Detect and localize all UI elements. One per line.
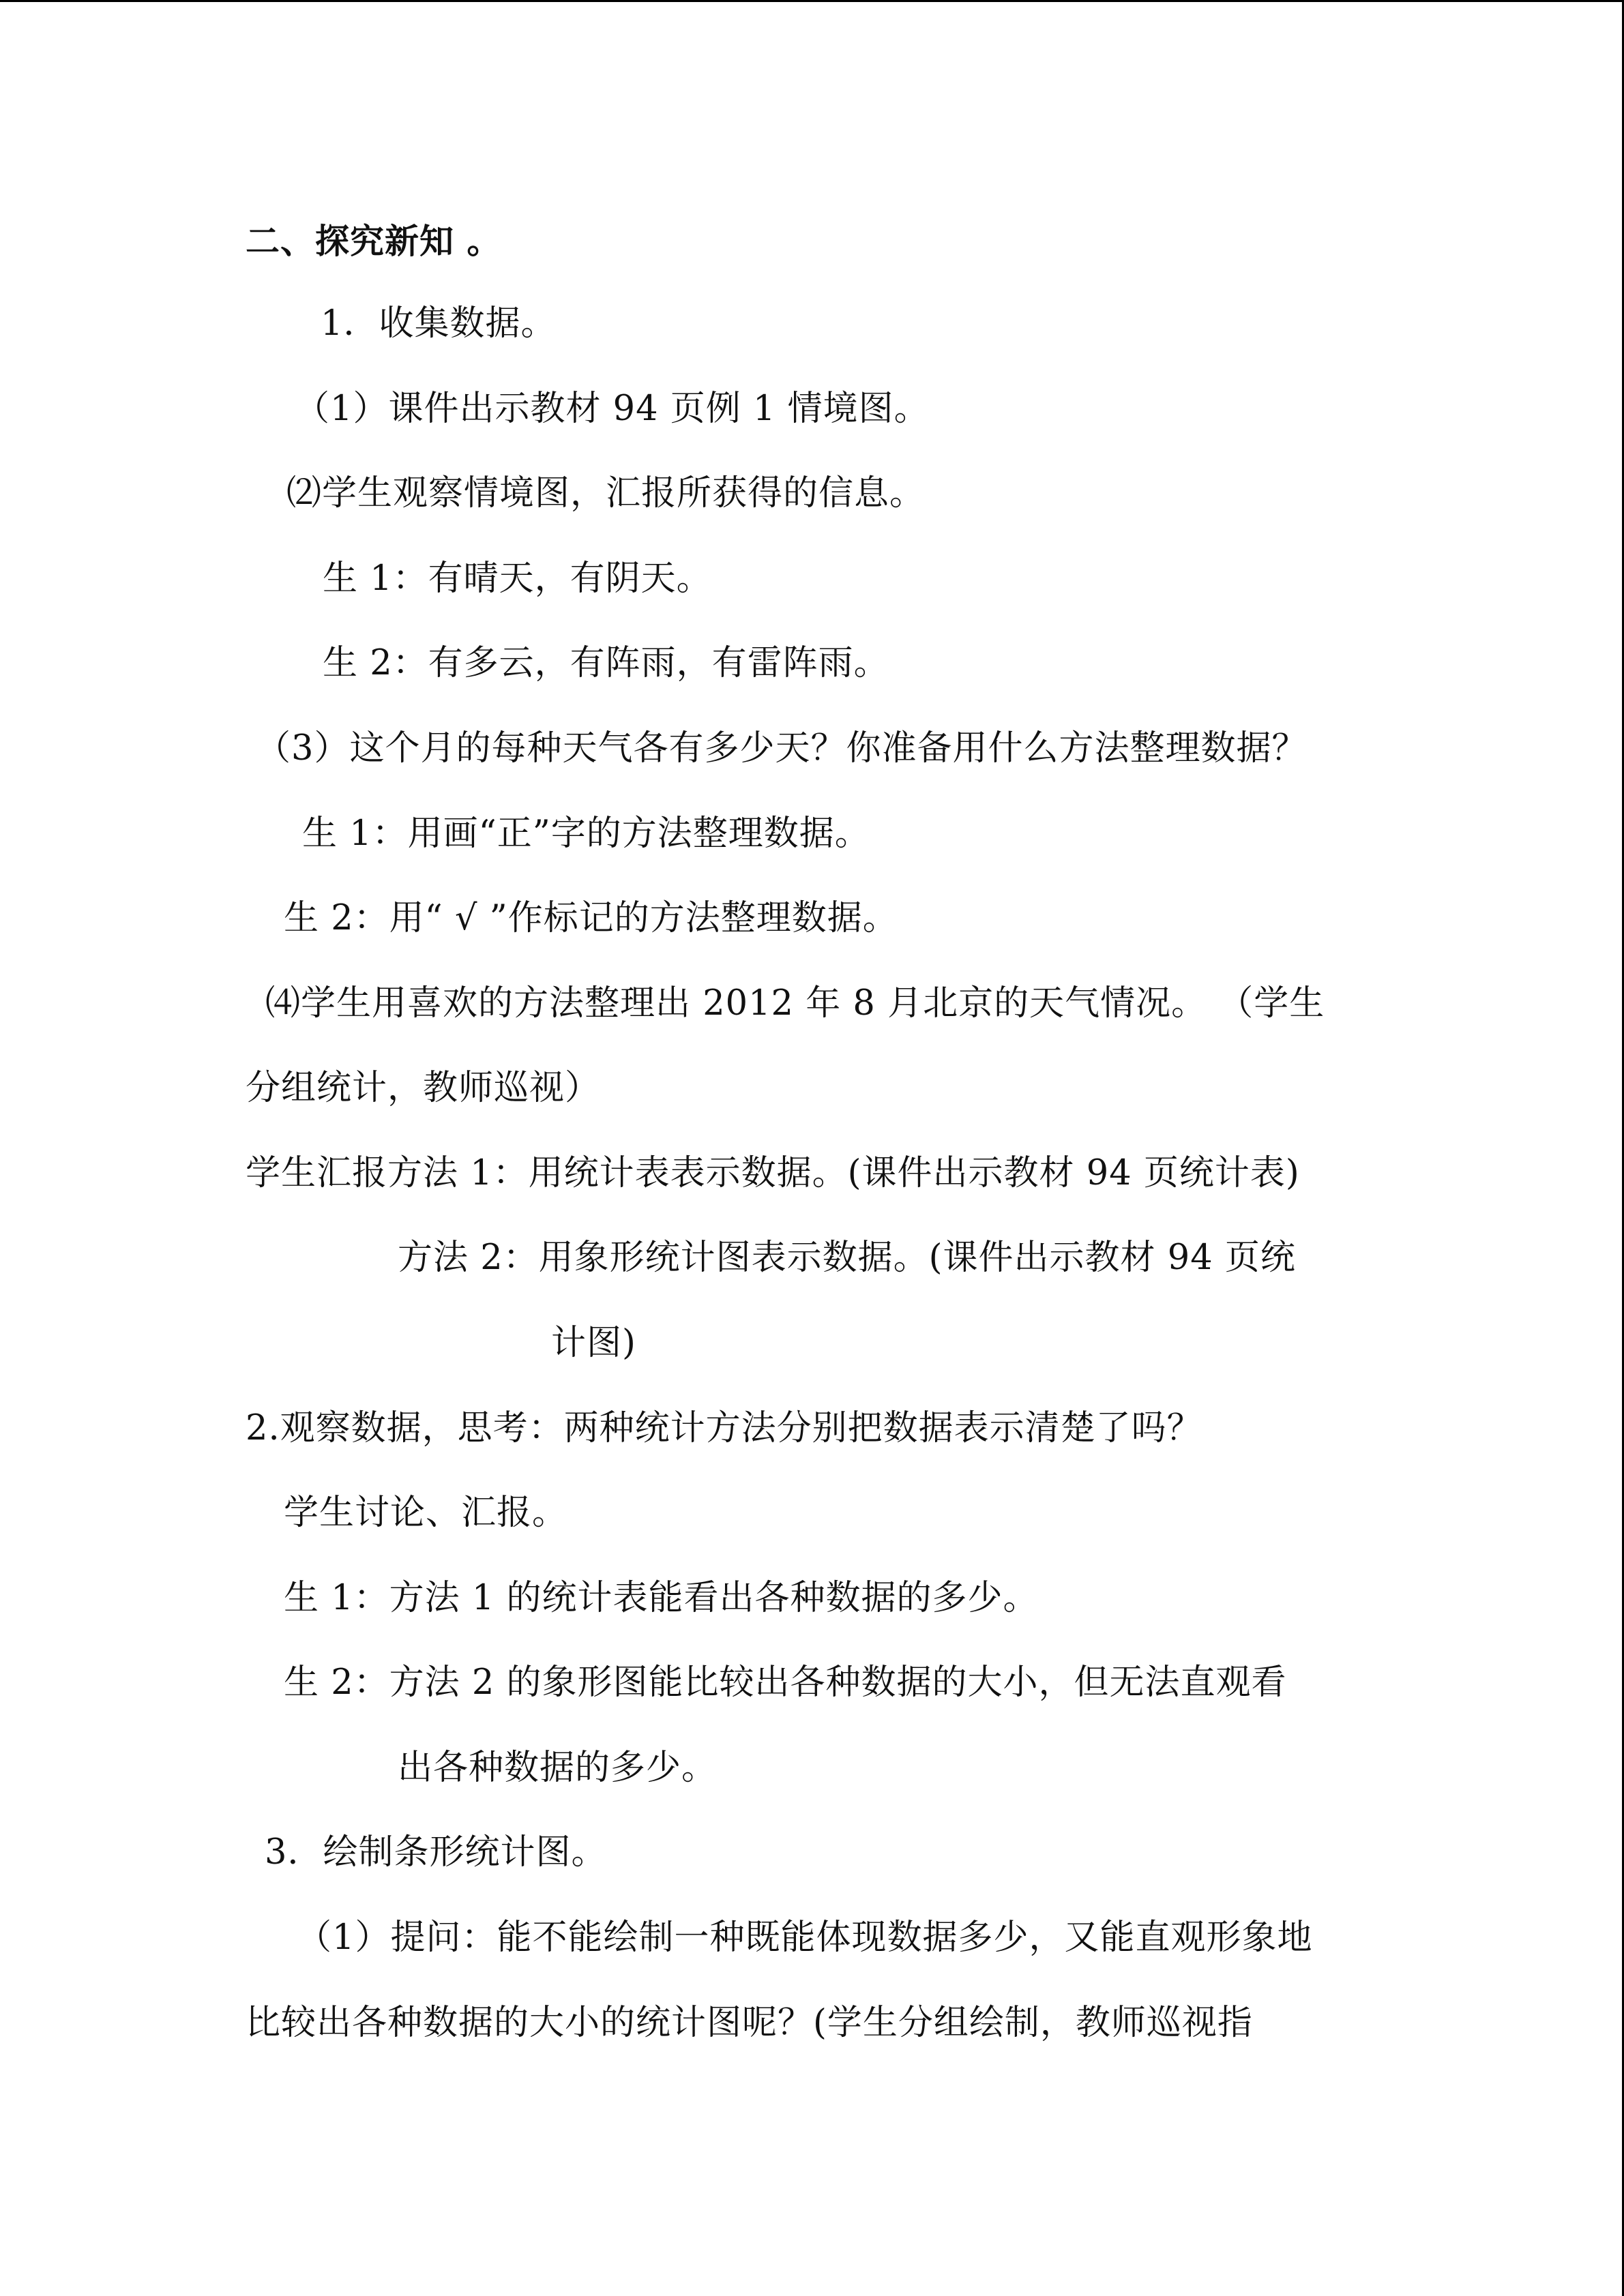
paragraph-line: 分组统计，教师巡视）: [246, 1068, 601, 1108]
paragraph-line: 生 2：有多云，有阵雨，有雷阵雨。: [323, 643, 889, 683]
paragraph-line: ⑵学生观察情境图，汇报所获得的信息。: [286, 473, 926, 513]
paragraph-line: 生 1：用画“正”字的方法整理数据。: [302, 814, 870, 854]
paragraph-line: （1）课件出示教材 94 页例 1 情境图。: [295, 389, 930, 429]
paragraph-line: 出各种数据的多少。: [398, 1748, 718, 1788]
page-top-border: [0, 0, 1624, 2]
paragraph-line: （1）提问：能不能绘制一种既能体现数据多少，又能直观形象地: [297, 1918, 1313, 1958]
paragraph-line: 比较出各种数据的大小的统计图呢？(学生分组绘制，教师巡视指: [246, 2003, 1253, 2043]
step-1-title: 1．收集数据。: [321, 303, 557, 344]
paragraph-line: 生 2：方法 2 的象形图能比较出各种数据的大小，但无法直观看: [284, 1663, 1287, 1703]
paragraph-line: 学生汇报方法 1：用统计表表示数据。(课件出示教材 94 页统计表): [246, 1153, 1300, 1193]
paragraph-line: 生 2：用“ √ ”作标记的方法整理数据。: [284, 898, 898, 938]
paragraph-line: （3）这个月的每种天气各有多少天？你准备用什么方法整理数据？: [256, 728, 1308, 769]
section-heading: 二、探究新知 。: [246, 222, 502, 261]
step-2-title: 2.观察数据，思考：两种统计方法分别把数据表示清楚了吗？: [246, 1408, 1202, 1448]
paragraph-line: ⑷学生用喜欢的方法整理出 2012 年 8 月北京的天气情况。 （学生: [265, 983, 1325, 1024]
paragraph-line: 学生讨论、汇报。: [284, 1493, 568, 1533]
paragraph-line: 方法 2：用象形统计图表示数据。(课件出示教材 94 页统: [398, 1238, 1296, 1278]
paragraph-line: 计图): [551, 1323, 636, 1363]
paragraph-line: 生 1：有晴天，有阴天。: [323, 558, 712, 599]
paragraph-line: 生 1：方法 1 的统计表能看出各种数据的多少。: [284, 1578, 1039, 1618]
step-3-title: 3．绘制条形统计图。: [265, 1832, 607, 1873]
